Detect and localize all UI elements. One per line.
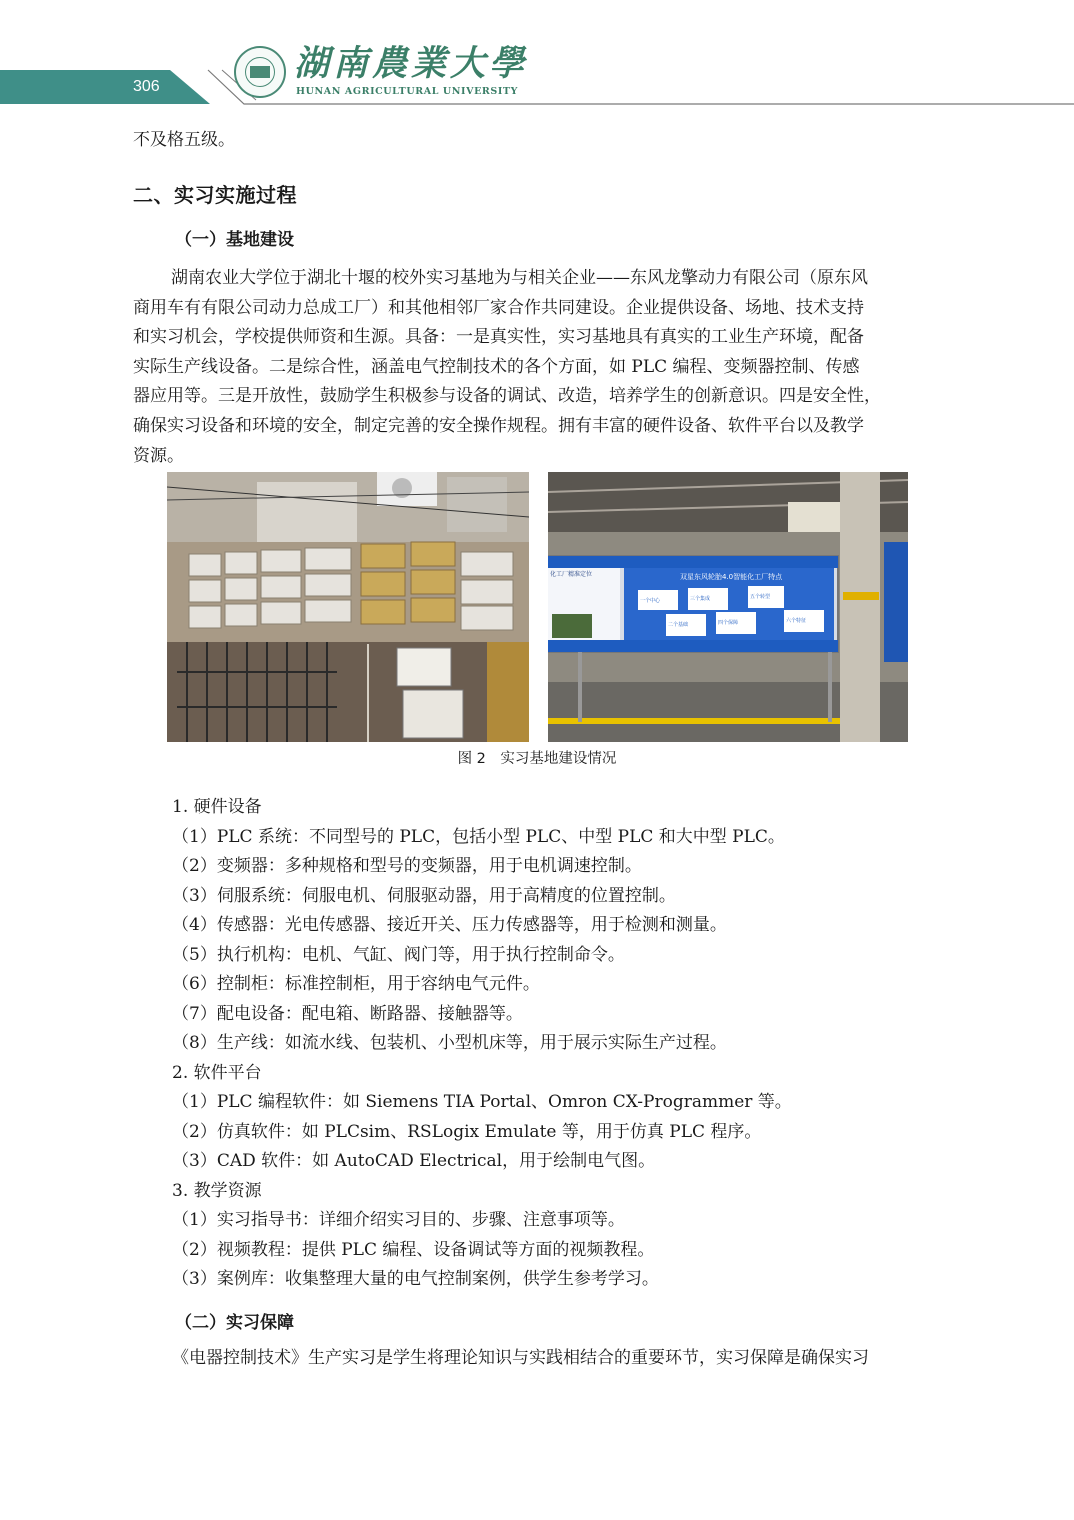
paragraph-line: 实际生产线设备。二是综合性，涵盖电气控制技术的各个方面，如 PLC 编程、变频器控制、传感: [133, 356, 860, 377]
board-box: 五个转型: [750, 594, 771, 600]
list-item: （7）配电设备：配电箱、断路器、接触器等。: [172, 1003, 523, 1024]
university-name-en: HUNAN AGRICULTURAL UNIVERSITY: [296, 86, 518, 97]
closing-line: 《电器控制技术》生产实习是学生将理论知识与实践相结合的重要环节，实习保障是确保实习: [172, 1348, 869, 1368]
subsection-heading-2: （二）实习保障: [175, 1313, 294, 1333]
paragraph-line: 湖南农业大学位于湖北十堰的校外实习基地为与相关企业——东风龙擎动力有限公司（原东风: [171, 268, 868, 288]
list-item: （3）伺服系统：伺服电机、伺服驱动器，用于高精度的位置控制。: [172, 885, 676, 906]
list-heading: 1. 硬件设备: [172, 797, 262, 817]
board-title: 双星东风轮胎4.0智能化工厂特点: [680, 573, 783, 581]
list-item: （5）执行机构：电机、气缸、阀门等，用于执行控制命令。: [172, 944, 625, 965]
list-item: （1）实习指导书：详细介绍实习目的、步骤、注意事项等。: [172, 1210, 625, 1230]
page-number: 306: [133, 78, 160, 95]
intro-line: 不及格五级。: [133, 130, 235, 150]
board-left-tag: 化工厂精准定位: [550, 571, 593, 578]
list-item: （3）CAD 软件：如 AutoCAD Electrical，用于绘制电气图。: [172, 1151, 656, 1171]
paragraph-line: 和实习机会，学校提供师资和生源。具备：一是真实性，实习基地具有真实的工业生产环境，配备: [133, 327, 864, 348]
list-item: （8）生产线：如流水线、包装机、小型机床等，用于展示实际生产过程。: [172, 1033, 727, 1053]
plaques-illustration: [167, 472, 529, 742]
list-item: （6）控制柜：标准控制柜，用于容纳电气元件。: [172, 974, 540, 994]
university-seal-logo: [234, 46, 286, 98]
board-box: 一个中心: [640, 598, 661, 604]
section-heading: 二、实习实施过程: [133, 183, 297, 207]
paragraph-line: 确保实习设备和环境的安全，制定完善的安全操作规程。拥有丰富的硬件设备、软件平台以及教学: [133, 415, 864, 436]
list-item: （2）仿真软件：如 PLCsim、RSLogix Emulate 等，用于仿真 PLC 程序。: [172, 1121, 762, 1142]
paragraph-line: 商用车有有限公司动力总成工厂）和其他相邻厂家合作共同建设。企业提供设备、场地、技术支持: [133, 297, 864, 318]
board-box: 四个保障: [718, 620, 739, 626]
board-box: 六个特征: [786, 618, 807, 624]
body-paragraph: [133, 264, 943, 471]
board-box: 三个集成: [690, 596, 711, 602]
factory-illustration: [548, 472, 908, 742]
list-item: （1）PLC 编程软件：如 Siemens TIA Portal、Omron CX-Programmer 等。: [172, 1092, 792, 1112]
list-heading: 3. 教学资源: [172, 1180, 262, 1201]
list-heading: 2. 软件平台: [172, 1062, 262, 1083]
photo-internship-plaques: [167, 472, 529, 742]
board-box: 二个基础: [668, 622, 689, 628]
list-item: （2）变频器：多种规格和型号的变频器，用于电机调速控制。: [172, 856, 642, 876]
paragraph-line: 器应用等。三是开放性，鼓励学生积极参与设备的调试、改造，培养学生的创新意识。四是安全性，: [133, 386, 881, 407]
list-item: （4）传感器：光电传感器、接近开关、压力传感器等，用于检测和测量。: [172, 915, 727, 935]
photo-factory-display-board: [548, 472, 908, 742]
university-name-cn: 湖南農業大學: [294, 43, 529, 84]
paragraph-line: 资源。: [133, 445, 184, 466]
list-item: （1）PLC 系统：不同型号的 PLC，包括小型 PLC、中型 PLC 和大中型 PLC。: [172, 826, 785, 847]
figure-caption: 图 2 实习基地建设情况: [457, 751, 617, 767]
list-item: （2）视频教程：提供 PLC 编程、设备调试等方面的视频教程。: [172, 1239, 655, 1260]
subsection-heading-1: （一）基地建设: [175, 230, 294, 250]
list-item: （3）案例库：收集整理大量的电气控制案例，供学生参考学习。: [172, 1269, 659, 1289]
